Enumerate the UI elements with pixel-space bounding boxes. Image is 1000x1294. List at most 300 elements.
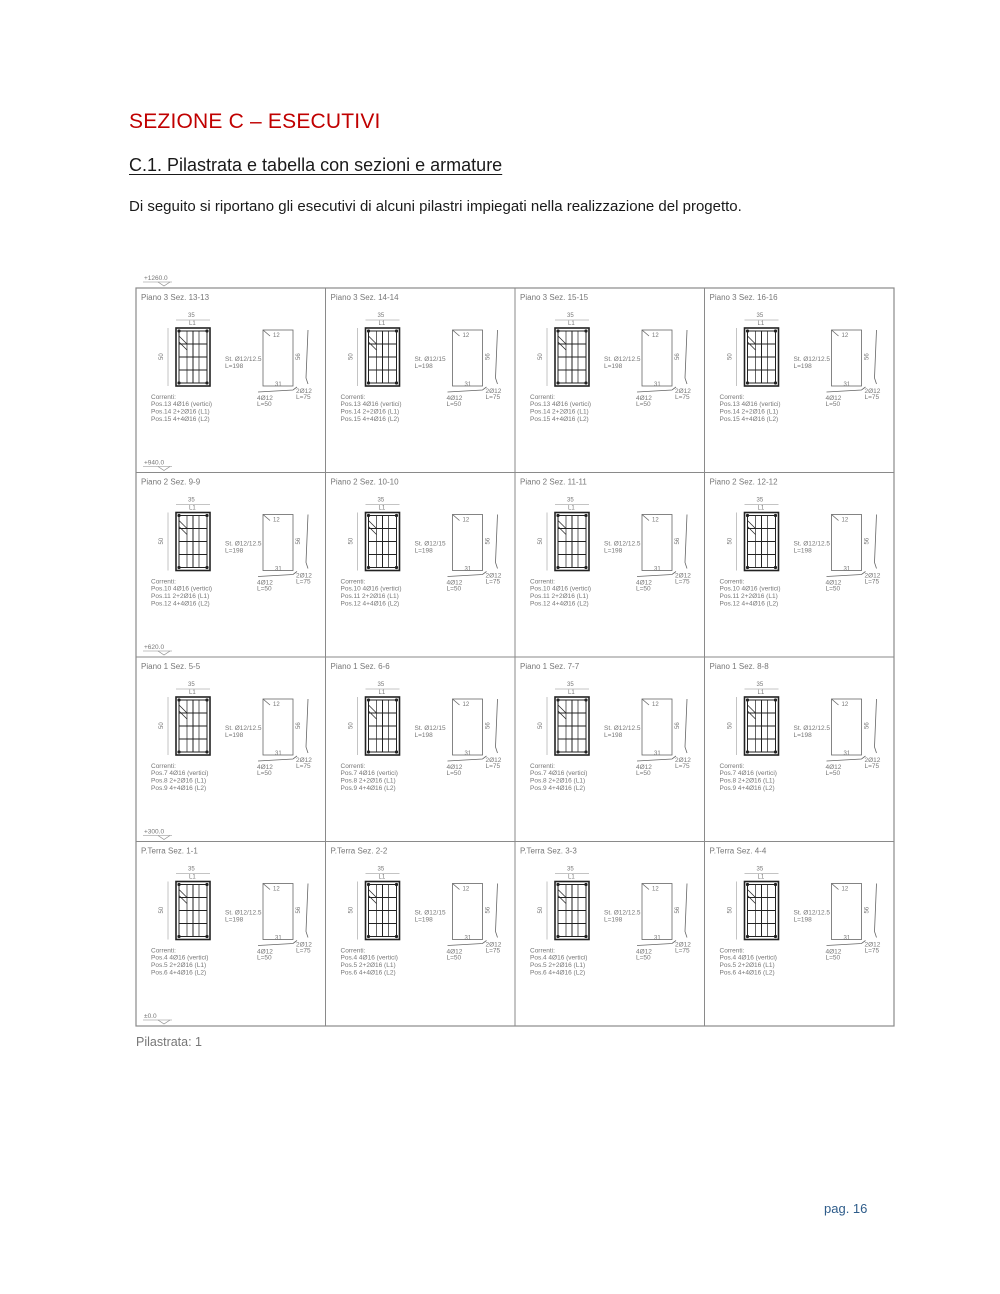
rebar-dot [177, 883, 180, 886]
bar-group-a-length: L=50 [257, 770, 272, 777]
rebar-dot [746, 750, 749, 753]
height-dim-value: 50 [538, 353, 544, 360]
bar-group-b: 2Ø12 [485, 757, 502, 764]
section-cell [520, 847, 691, 977]
rebar-dot [395, 566, 398, 569]
hook-dim: 12 [841, 886, 849, 893]
rebar-dot [584, 329, 587, 332]
bar-length-dim: 31 [464, 935, 472, 942]
bar-group-b: 2Ø12 [675, 941, 691, 949]
correnti-line: Pos.7 4Ø16 (vertici) [151, 770, 209, 777]
hook-dim: 12 [841, 517, 849, 524]
bar-group-b: 2Ø12 [864, 572, 881, 580]
correnti-label: Correnti: [151, 763, 176, 770]
rebar-dot [395, 514, 398, 517]
stirrup-height-dim: 56 [864, 353, 871, 360]
rebar-dot [205, 883, 208, 886]
height-dim-value: 50 [348, 537, 355, 545]
rebar-dot [556, 935, 559, 938]
correnti-line: Pos.8 2+2Ø16 (L1) [530, 777, 586, 785]
width-dim-value: 35 [756, 866, 764, 873]
rebar-dot [556, 514, 559, 517]
column-section [176, 882, 210, 940]
bar-group-a: 4Ø12 [446, 579, 463, 587]
subsection-heading: C.1. Pilastrata e tabella con sezioni e armature [129, 155, 503, 175]
vertical-bar-shape [306, 330, 308, 384]
width-dim-ref: L1 [189, 874, 196, 881]
correnti-line: Pos.6 4+4Ø16 (L2) [719, 969, 775, 977]
rebar-dot [177, 698, 180, 701]
correnti-line: Pos.11 2+2Ø16 (L1) [719, 593, 778, 600]
correnti-label: Correnti: [151, 947, 176, 955]
vertical-bar-shape [685, 884, 687, 938]
correnti-label: Correnti: [340, 578, 366, 586]
rebar-dot [746, 329, 749, 332]
section-cell [331, 293, 502, 423]
stirrup-height-dim: 56 [485, 537, 492, 545]
rebar-dot [205, 329, 208, 332]
section-title: Piano 1 Sez. 7-7 [520, 662, 580, 671]
stirrup-length: L=198 [225, 732, 244, 739]
level-marker [143, 644, 172, 655]
correnti-line: Pos.12 4+4Ø16 (L2) [719, 600, 779, 608]
stirrup-height-dim: 56 [296, 353, 302, 360]
width-dim-ref: L1 [378, 505, 386, 512]
stirrup-spec: St. Ø12/12.5 [793, 356, 830, 363]
stirrup-length: L=198 [414, 363, 433, 370]
rebar-dot [584, 698, 587, 701]
column-section [555, 513, 589, 571]
width-dim-value: 35 [567, 497, 574, 504]
bar-group-b-length: L=75 [864, 947, 880, 955]
width-dim-value: 35 [188, 497, 195, 504]
level-triangle [158, 651, 170, 655]
bar-group-a: 4Ø12 [257, 948, 273, 956]
correnti-line: Pos.14 2+2Ø16 (L1) [340, 408, 400, 416]
width-dim-value: 35 [756, 313, 764, 319]
hook-dim: 12 [841, 333, 849, 339]
column-section [176, 697, 210, 755]
correnti-label: Correnti: [340, 947, 366, 955]
width-dim-value: 35 [567, 313, 574, 319]
stirrup-height-dim: 56 [675, 722, 681, 729]
stirrup-hook [642, 330, 649, 336]
bar-group-a-length: L=50 [257, 401, 272, 408]
column-section [366, 882, 400, 940]
bar-group-b-length: L=75 [675, 763, 690, 770]
bar-group-b-length: L=75 [296, 578, 311, 586]
bar-length-dim: 31 [275, 382, 282, 388]
level-triangle [158, 836, 170, 840]
stirrup-hook [263, 699, 270, 705]
rebar-dot [367, 935, 370, 938]
bar-group-b: 2Ø12 [296, 572, 312, 580]
correnti-line: Pos.5 2+2Ø16 (L1) [340, 962, 396, 969]
correnti-label: Correnti: [151, 578, 176, 586]
section-cell [710, 478, 881, 608]
correnti-line: Pos.5 2+2Ø16 (L1) [151, 962, 207, 969]
rebar-dot [556, 750, 559, 753]
bar-group-a: 4Ø12 [257, 579, 273, 587]
stirrup-hook [453, 884, 460, 890]
bar-group-b: 2Ø12 [675, 572, 691, 580]
stirrup-length: L=198 [225, 916, 244, 924]
vertical-bar-shape [306, 699, 308, 753]
section-title: Piano 3 Sez. 14-14 [330, 293, 399, 302]
column-section [555, 882, 589, 940]
rebar-dot [177, 514, 180, 517]
bar-group-a-length: L=50 [636, 954, 651, 962]
bar-group-b-length: L=75 [675, 578, 690, 586]
column-section [745, 513, 779, 571]
stirrup-hook [642, 884, 649, 890]
column-section [745, 882, 779, 940]
rebar-dot [584, 883, 587, 886]
section-title: Piano 1 Sez. 6-6 [330, 662, 390, 671]
bar-group-b-length: L=75 [296, 947, 311, 955]
vertical-bar-shape [496, 699, 498, 753]
bar-length-dim: 31 [275, 751, 282, 757]
column-section [555, 328, 589, 386]
correnti-line: Pos.13 4Ø16 (vertici) [719, 401, 781, 408]
bar-group-b-length: L=75 [485, 394, 501, 401]
bar-group-a: 4Ø12 [825, 764, 842, 771]
bar-group-b: 2Ø12 [864, 757, 881, 764]
stirrup-length: L=198 [793, 732, 812, 739]
bar-group-a-length: L=50 [446, 954, 462, 962]
vertical-bar-shape [875, 884, 877, 938]
rebar-dot [395, 935, 398, 938]
stirrup-length: L=198 [793, 363, 812, 370]
hook-dim: 12 [652, 886, 659, 893]
rebar-dot [395, 381, 398, 384]
bar-group-b-length: L=75 [485, 947, 501, 955]
rebar-dot [584, 514, 587, 517]
stirrup-hook [832, 884, 839, 890]
width-dim-ref: L1 [568, 690, 575, 696]
section-cell [710, 662, 881, 792]
rebar-dot [774, 698, 777, 701]
width-dim-ref: L1 [189, 321, 196, 327]
bar-group-a: 4Ø12 [257, 764, 273, 771]
section-title: Piano 1 Sez. 5-5 [141, 662, 201, 671]
correnti-label: Correnti: [719, 578, 745, 586]
stirrup-spec: St. Ø12/12.5 [225, 540, 262, 548]
correnti-line: Pos.5 2+2Ø16 (L1) [719, 962, 775, 969]
rebar-dot [177, 381, 180, 384]
rebar-dot [556, 329, 559, 332]
stirrup-height-dim: 56 [296, 722, 302, 729]
height-dim-value: 50 [727, 353, 734, 360]
hook-dim: 12 [273, 702, 280, 708]
correnti-line: Pos.4 4Ø16 (vertici) [530, 954, 588, 962]
rebar-dot [395, 698, 398, 701]
rebar-dot [367, 883, 370, 886]
rebar-dot [177, 566, 180, 569]
section-title: Piano 2 Sez. 10-10 [330, 477, 399, 487]
bar-group-a-length: L=50 [825, 770, 841, 777]
section-cell [520, 478, 691, 608]
height-dim-value: 50 [538, 537, 544, 545]
correnti-label: Correnti: [530, 947, 555, 955]
hook-dim: 12 [462, 517, 470, 524]
width-dim-value: 35 [188, 313, 195, 319]
rebar-dot [395, 329, 398, 332]
correnti-line: Pos.8 2+2Ø16 (L1) [340, 777, 396, 785]
level-triangle [158, 282, 170, 286]
rebar-dot [746, 566, 749, 569]
bar-group-a: 4Ø12 [636, 579, 652, 587]
stirrup-height-dim: 56 [675, 906, 681, 914]
bar-group-a: 4Ø12 [257, 395, 273, 402]
bar-group-b-length: L=75 [864, 763, 880, 770]
column-section [176, 513, 210, 571]
vertical-bar-shape [875, 515, 877, 569]
stirrup-height-dim: 56 [485, 906, 492, 914]
rebar-dot [205, 698, 208, 701]
stirrup-hook [453, 330, 460, 336]
width-dim-value: 35 [756, 497, 764, 504]
correnti-label: Correnti: [530, 763, 555, 770]
bar-group-b: 2Ø12 [485, 388, 502, 395]
section-title: Piano 1 Sez. 8-8 [709, 662, 769, 671]
correnti-line: Pos.5 2+2Ø16 (L1) [530, 962, 586, 969]
correnti-line: Pos.9 4+4Ø16 (L2) [719, 785, 775, 792]
stirrup-spec: St. Ø12/12.5 [604, 540, 641, 548]
bar-group-b: 2Ø12 [675, 388, 691, 395]
bar-group-b-length: L=75 [864, 394, 880, 401]
bar-group-a: 4Ø12 [446, 395, 463, 402]
rebar-dot [746, 514, 749, 517]
stirrup-hook [642, 699, 649, 705]
bar-group-a-length: L=50 [636, 770, 651, 777]
stirrup-length: L=198 [793, 547, 812, 555]
bar-length-dim: 31 [464, 751, 472, 757]
bar-length-dim: 31 [654, 935, 661, 942]
section-title: P.Terra Sez. 3-3 [520, 846, 577, 856]
height-dim-value: 50 [727, 537, 734, 545]
rebar-dot [556, 883, 559, 886]
rebar-dot [367, 381, 370, 384]
correnti-line: Pos.10 4Ø16 (vertici) [530, 585, 592, 593]
width-dim-ref: L1 [757, 321, 765, 327]
column-section [745, 328, 779, 386]
correnti-line: Pos.10 4Ø16 (vertici) [151, 585, 213, 593]
intro-paragraph: Di seguito si riportano gli esecutivi di alcuni pilastri impiegati nella realizzazione del progetto. [129, 198, 742, 215]
stirrup-height-dim: 56 [864, 537, 871, 545]
correnti-line: Pos.4 4Ø16 (vertici) [340, 954, 398, 962]
height-dim-value: 50 [538, 722, 544, 729]
rebar-dot [205, 566, 208, 569]
correnti-line: Pos.14 2+2Ø16 (L1) [530, 408, 589, 416]
stirrup-length: L=198 [604, 916, 623, 924]
level-triangle [158, 1020, 170, 1024]
bar-length-dim: 31 [654, 382, 661, 388]
hook-dim: 12 [462, 333, 470, 339]
section-title: P.Terra Sez. 4-4 [709, 846, 767, 856]
rebar-dot [774, 935, 777, 938]
stirrup-hook [263, 515, 270, 521]
hook-dim: 12 [841, 702, 849, 708]
correnti-line: Pos.10 4Ø16 (vertici) [340, 585, 402, 593]
level-marker [143, 1013, 172, 1024]
stirrup-length: L=198 [604, 363, 623, 370]
stirrup-length: L=198 [225, 363, 244, 370]
bar-group-b-length: L=75 [296, 394, 311, 401]
section-cell [141, 478, 312, 608]
correnti-line: Pos.10 4Ø16 (vertici) [719, 585, 781, 593]
bar-group-a-length: L=50 [446, 585, 462, 593]
rebar-dot [746, 935, 749, 938]
section-title: Piano 3 Sez. 16-16 [709, 293, 778, 302]
rebar-dot [367, 566, 370, 569]
stirrup-height-dim: 56 [485, 722, 492, 729]
bar-group-a: 4Ø12 [825, 948, 842, 956]
section-cell [141, 847, 312, 977]
level-label: +1260.0 [144, 275, 168, 282]
stirrup-hook [453, 699, 460, 705]
stirrup-spec: St. Ø12/12.5 [793, 909, 830, 917]
stirrup-spec: St. Ø12/15 [414, 725, 446, 732]
correnti-line: Pos.15 4+4Ø16 (L2) [719, 416, 779, 423]
section-cell [520, 662, 691, 792]
correnti-label: Correnti: [530, 394, 555, 401]
level-label: +620.0 [144, 644, 165, 651]
width-dim-value: 35 [188, 682, 195, 688]
hook-dim: 12 [273, 517, 280, 524]
stirrup-spec: St. Ø12/12.5 [793, 725, 830, 732]
width-dim-ref: L1 [757, 874, 765, 881]
stirrup-spec: St. Ø12/12.5 [225, 909, 262, 917]
vertical-bar-shape [306, 515, 308, 569]
vertical-bar-shape [685, 515, 687, 569]
width-dim-ref: L1 [189, 690, 196, 696]
vertical-bar-shape [496, 330, 498, 384]
correnti-label: Correnti: [719, 394, 745, 401]
level-label: +940.0 [144, 459, 165, 467]
drawing-caption: Pilastrata: 1 [136, 1035, 203, 1049]
vertical-bar-shape [875, 330, 877, 384]
rebar-dot [395, 750, 398, 753]
correnti-line: Pos.13 4Ø16 (vertici) [530, 401, 592, 408]
stirrup-length: L=198 [414, 732, 433, 739]
width-dim-value: 35 [567, 682, 574, 688]
column-section [366, 513, 400, 571]
rebar-dot [774, 381, 777, 384]
section-cell [331, 847, 502, 977]
vertical-bar-shape [875, 699, 877, 753]
width-dim-ref: L1 [568, 874, 575, 881]
correnti-label: Correnti: [719, 947, 745, 955]
level-marker [143, 275, 172, 286]
column-section [366, 328, 400, 386]
stirrup-spec: St. Ø12/12.5 [604, 356, 641, 363]
correnti-line: Pos.11 2+2Ø16 (L1) [151, 593, 210, 600]
bar-group-a-length: L=50 [825, 585, 841, 593]
stirrup-spec: St. Ø12/12.5 [604, 909, 641, 917]
bar-group-a: 4Ø12 [825, 395, 842, 402]
stirrup-hook [642, 515, 649, 521]
correnti-line: Pos.12 4+4Ø16 (L2) [151, 600, 210, 608]
column-section [366, 697, 400, 755]
hook-dim: 12 [462, 702, 470, 708]
width-dim-ref: L1 [378, 690, 386, 696]
bar-group-b: 2Ø12 [485, 941, 502, 949]
height-dim-value: 50 [538, 906, 544, 914]
section-cell [331, 478, 502, 608]
hook-dim: 12 [273, 886, 280, 893]
correnti-label: Correnti: [340, 394, 366, 401]
width-dim-ref: L1 [568, 505, 575, 512]
correnti-line: Pos.7 4Ø16 (vertici) [530, 770, 588, 777]
stirrup-height-dim: 56 [296, 906, 302, 914]
height-dim-value: 50 [159, 537, 165, 545]
bar-length-dim: 31 [275, 935, 282, 942]
bar-length-dim: 31 [275, 566, 282, 573]
stirrup-spec: St. Ø12/12.5 [225, 356, 262, 363]
level-label: ±0.0 [144, 1013, 157, 1020]
bar-length-dim: 31 [843, 751, 851, 757]
vertical-bar-shape [496, 515, 498, 569]
bar-group-b: 2Ø12 [296, 757, 312, 764]
correnti-line: Pos.12 4+4Ø16 (L2) [530, 600, 589, 608]
bar-group-a: 4Ø12 [636, 395, 652, 402]
rebar-dot [556, 381, 559, 384]
bar-group-a-length: L=50 [446, 401, 462, 408]
correnti-line: Pos.12 4+4Ø16 (L2) [340, 600, 400, 608]
stirrup-height-dim: 56 [485, 353, 492, 360]
hook-dim: 12 [462, 886, 470, 893]
width-dim-value: 35 [377, 682, 385, 688]
height-dim-value: 50 [348, 906, 355, 914]
stirrup-height-dim: 56 [864, 906, 871, 914]
section-title: Piano 3 Sez. 13-13 [141, 293, 210, 302]
rebar-dot [584, 381, 587, 384]
correnti-line: Pos.11 2+2Ø16 (L1) [340, 593, 399, 600]
bar-group-a-length: L=50 [257, 585, 272, 593]
stirrup-height-dim: 56 [675, 353, 681, 360]
correnti-line: Pos.8 2+2Ø16 (L1) [151, 777, 207, 785]
height-dim-value: 50 [159, 722, 165, 729]
stirrup-hook [832, 699, 839, 705]
stirrup-height-dim: 56 [296, 537, 302, 545]
section-title: Piano 3 Sez. 15-15 [520, 293, 589, 302]
bar-length-dim: 31 [843, 382, 851, 388]
rebar-dot [177, 750, 180, 753]
rebar-dot [774, 883, 777, 886]
bar-group-b: 2Ø12 [864, 388, 881, 395]
width-dim-value: 35 [377, 313, 385, 319]
correnti-label: Correnti: [530, 578, 555, 586]
column-section [745, 697, 779, 755]
stirrup-hook [453, 515, 460, 521]
correnti-line: Pos.13 4Ø16 (vertici) [340, 401, 402, 408]
correnti-line: Pos.9 4+4Ø16 (L2) [151, 785, 207, 792]
rebar-dot [774, 514, 777, 517]
width-dim-ref: L1 [378, 874, 386, 881]
page-number: pag. 16 [824, 1201, 868, 1216]
correnti-line: Pos.14 2+2Ø16 (L1) [719, 408, 779, 416]
rebar-dot [395, 883, 398, 886]
bar-length-dim: 31 [464, 382, 472, 388]
stirrup-length: L=198 [604, 547, 623, 555]
vertical-bar-shape [685, 330, 687, 384]
stirrup-hook [832, 330, 839, 336]
rebar-dot [367, 329, 370, 332]
rebar-dot [367, 514, 370, 517]
rebar-dot [205, 750, 208, 753]
bar-group-b: 2Ø12 [675, 757, 691, 764]
